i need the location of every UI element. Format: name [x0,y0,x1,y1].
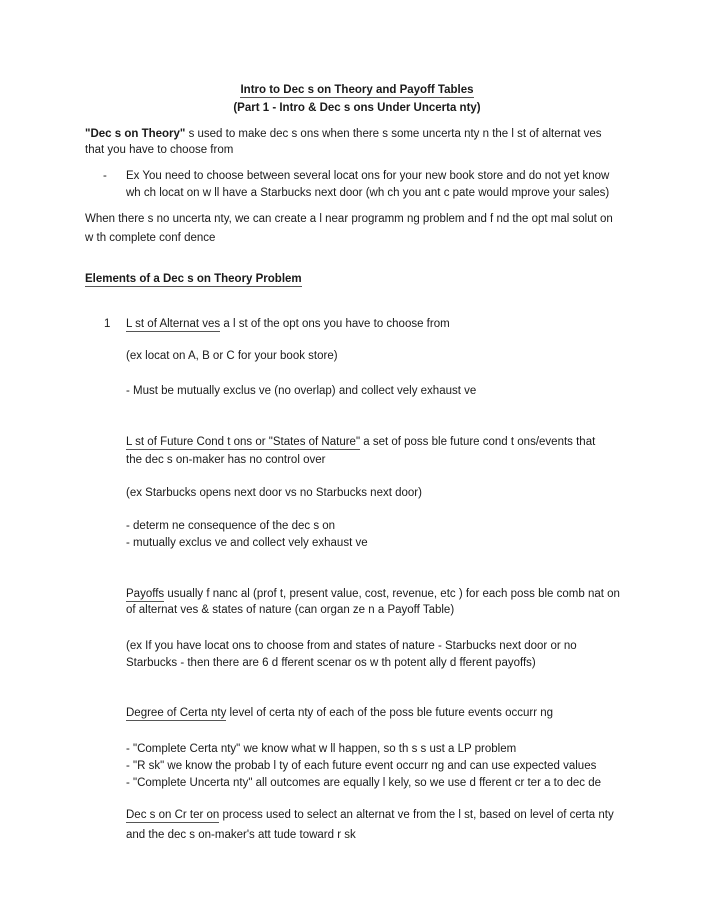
alternatives-definition [126,317,450,332]
degree-of-certainty-def-text: level of certa nty of each of the poss ble future events occurr ng [226,707,554,719]
decision-criterion-line-1 [126,808,614,823]
future-conditions-def-text: a set of poss ble future cond t ons/events that [360,436,596,448]
intro-definition-text: s used to make dec s ons when there s some uncerta nty n the l st of alternat ves [185,128,602,140]
item-number-1: 1 [104,318,111,330]
intro-definition-line-1 [85,127,602,142]
payoffs-line-2: of alternat ves & states of nature (can organ ze n a Payoff Table) [126,604,455,616]
alternatives-term: L st of Alternat ves [126,318,221,330]
bullet-marker: - [103,170,107,182]
decision-criterion-term: Dec s on Cr ter on [126,809,220,821]
degree-of-certainty-definition [126,706,553,721]
future-conditions-note-2: - mutually exclus ve and collect vely exhaust ve [126,537,368,549]
title-line-1 [0,83,714,98]
future-conditions-example: (ex Starbucks opens next door vs no Starbucks next door) [126,487,422,499]
payoffs-term: Payoffs [126,588,165,600]
degree-note-risk: - "R sk" we know the probab l ty of each future event occurr ng and can use expected values [126,760,597,772]
payoffs-line-1 [126,587,620,602]
decision-criterion-def-text: process used to select an alternat ve from the l st, based on level of certa nty [219,809,614,821]
elements-heading-text: Elements of a Dec s on Theory Problem [85,273,302,285]
payoffs-example-line-1: (ex If you have locat ons to choose from and states of nature - Starbucks next door or no [126,640,577,652]
elements-heading [85,272,302,287]
decision-criterion-line-2: and the dec s on-maker's att tude toward r sk [126,829,356,841]
alternatives-def-text: a l st of the opt ons you have to choose from [220,318,450,330]
intro-term: "Dec s on Theory" [85,128,186,140]
future-conditions-term: L st of Future Cond t ons or "States of Nature" [126,436,361,448]
future-conditions-line-1 [126,435,595,450]
degree-note-complete-certainty: - "Complete Certa nty" we know what w ll happen, so th s s ust a LP problem [126,743,517,755]
example-line-1: Ex You need to choose between several locat ons for your new book store and do not yet know [126,170,610,182]
example-line-2: wh ch locat on w ll have a Starbucks next door (wh ch you ant c pate would mprove your sales) [126,187,610,199]
alternatives-note: - Must be mutually exclus ve (no overlap) and collect vely exhaust ve [126,385,477,397]
degree-of-certainty-term: Degree of Certa nty [126,707,227,719]
title-line-2: (Part 1 - Intro & Dec s ons Under Uncerta nty) [233,102,481,114]
degree-note-complete-uncertainty: - "Complete Uncerta nty" all outcomes are equally l kely, so we use d fferent cr ter a to dec de [126,777,601,789]
payoffs-example-line-2: Starbucks - then there are 6 d fferent scenar os w th potent ally d fferent payoffs) [126,657,536,669]
title-text: Intro to Dec s on Theory and Payoff Tables [240,84,474,96]
payoffs-def-text: usually f nanc al (prof t, present value, cost, revenue, etc ) for each poss ble comb nat on [164,588,620,600]
certainty-line-2: w th complete conf dence [85,232,216,244]
intro-definition-line-2: that you have to choose from [85,144,234,156]
alternatives-example: (ex locat on A, B or C for your book store) [126,350,338,362]
certainty-line-1: When there s no uncerta nty, we can create a l near programm ng problem and f nd the opt mal solut on [85,213,613,225]
future-conditions-note-1: - determ ne consequence of the dec s on [126,520,336,532]
future-conditions-line-2: the dec s on-maker has no control over [126,454,326,466]
